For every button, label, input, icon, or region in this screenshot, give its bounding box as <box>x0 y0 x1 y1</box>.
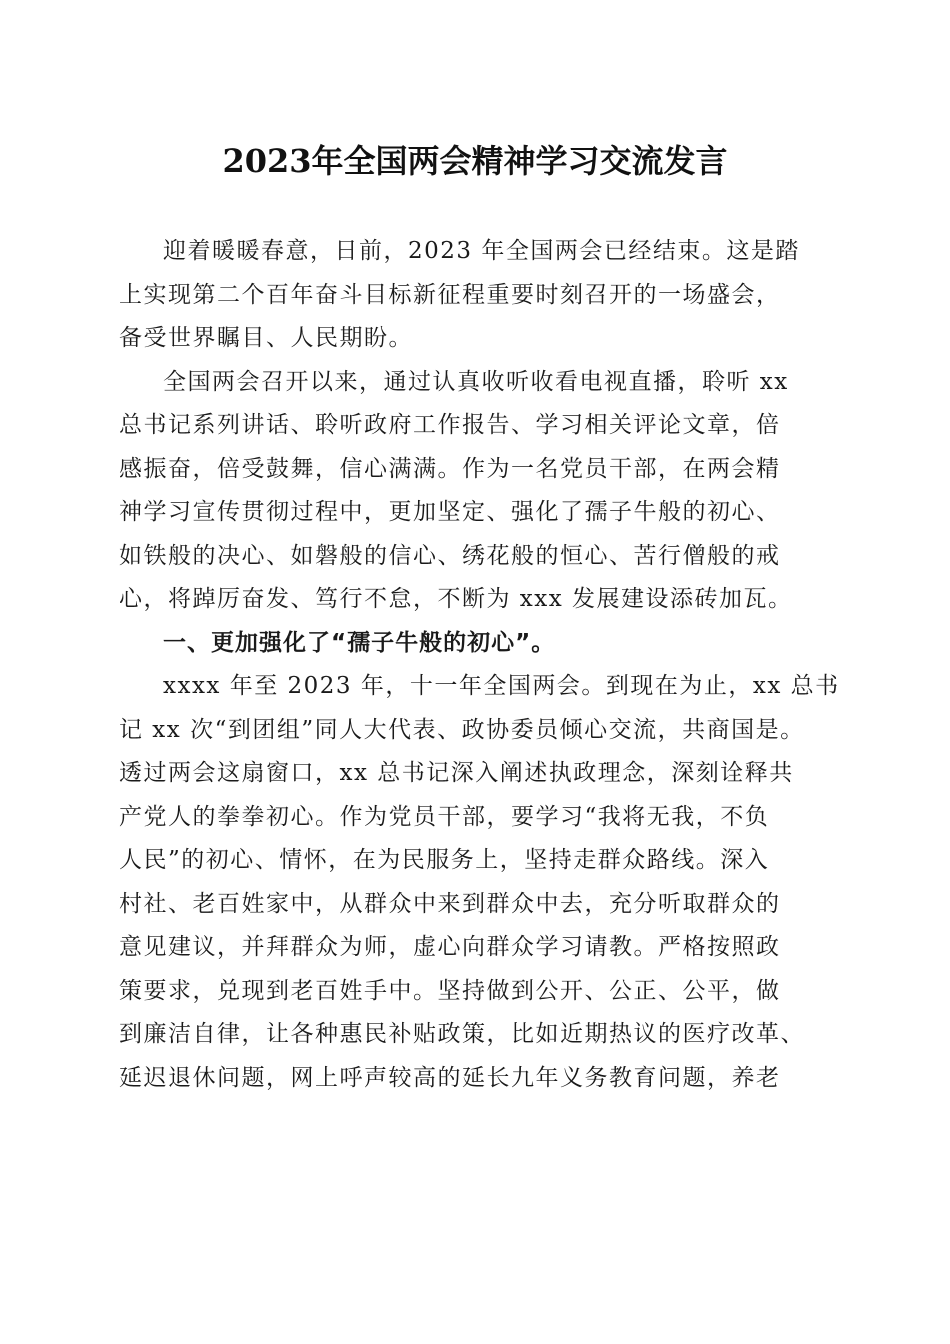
paragraph-line: 到廉洁自律，让各种惠民补贴政策，比如近期热议的医疗改革、 <box>119 1021 805 1047</box>
document-body <box>119 230 839 1100</box>
paragraph-line: 记 xx 次“到团组”同人大代表、政协委员倾心交流，共商国是。 <box>119 716 805 743</box>
paragraph-line: 感振奋，倍受鼓舞，信心满满。作为一名党员干部，在两会精 <box>119 455 781 482</box>
paragraph-line: 迎着暖暖春意，日前，2023 年全国两会已经结束。这是踏 <box>163 238 800 264</box>
paragraph-line: 备受世界瞩目、人民期盼。 <box>119 325 413 351</box>
paragraph-line: 村社、老百姓家中，从群众中来到群众中去，充分听取群众的 <box>119 890 781 917</box>
paragraph-line: 神学习宣传贯彻过程中，更加坚定、强化了孺子牛般的初心、 <box>119 499 781 525</box>
document-title: 2023年全国两会精神学习交流发言 <box>222 142 728 180</box>
section-heading: 一、更加强化了“孺子牛般的初心”。 <box>163 629 556 656</box>
paragraph-line: 总书记系列讲话、聆听政府工作报告、学习相关评论文章，倍 <box>119 412 781 438</box>
paragraph-line: 上实现第二个百年奋斗目标新征程重要时刻召开的一场盛会， <box>119 281 781 308</box>
paragraph-line: 意见建议，并拜群众为师，虚心向群众学习请教。严格按照政 <box>119 934 781 960</box>
paragraph-line: 如铁般的决心、如磐般的信心、绣花般的恒心、苦行僧般的戒 <box>119 542 781 569</box>
paragraph-line: 策要求，兑现到老百姓手中。坚持做到公开、公正、公平，做 <box>119 977 781 1004</box>
paragraph-line: 产党人的拳拳初心。作为党员干部，要学习“我将无我，不负 <box>119 803 770 830</box>
paragraph-line: 透过两会这扇窗口，xx 总书记深入阐述执政理念，深刻诠释共 <box>119 760 794 786</box>
paragraph-line: 心，将踔厉奋发、笃行不怠，不断为 xxx 发展建设添砖加瓦。 <box>119 586 793 612</box>
paragraph-line: xxxx 年至 2023 年，十一年全国两会。到现在为止，xx 总书 <box>163 673 840 699</box>
paragraph-line: 延迟退休问题，网上呼声较高的延长九年义务教育问题，养老 <box>119 1064 781 1091</box>
paragraph-line: 全国两会召开以来，通过认真收听收看电视直播，聆听 xx <box>163 368 789 395</box>
paragraph-line: 人民”的初心、情怀，在为民服务上，坚持走群众路线。深入 <box>119 847 770 873</box>
